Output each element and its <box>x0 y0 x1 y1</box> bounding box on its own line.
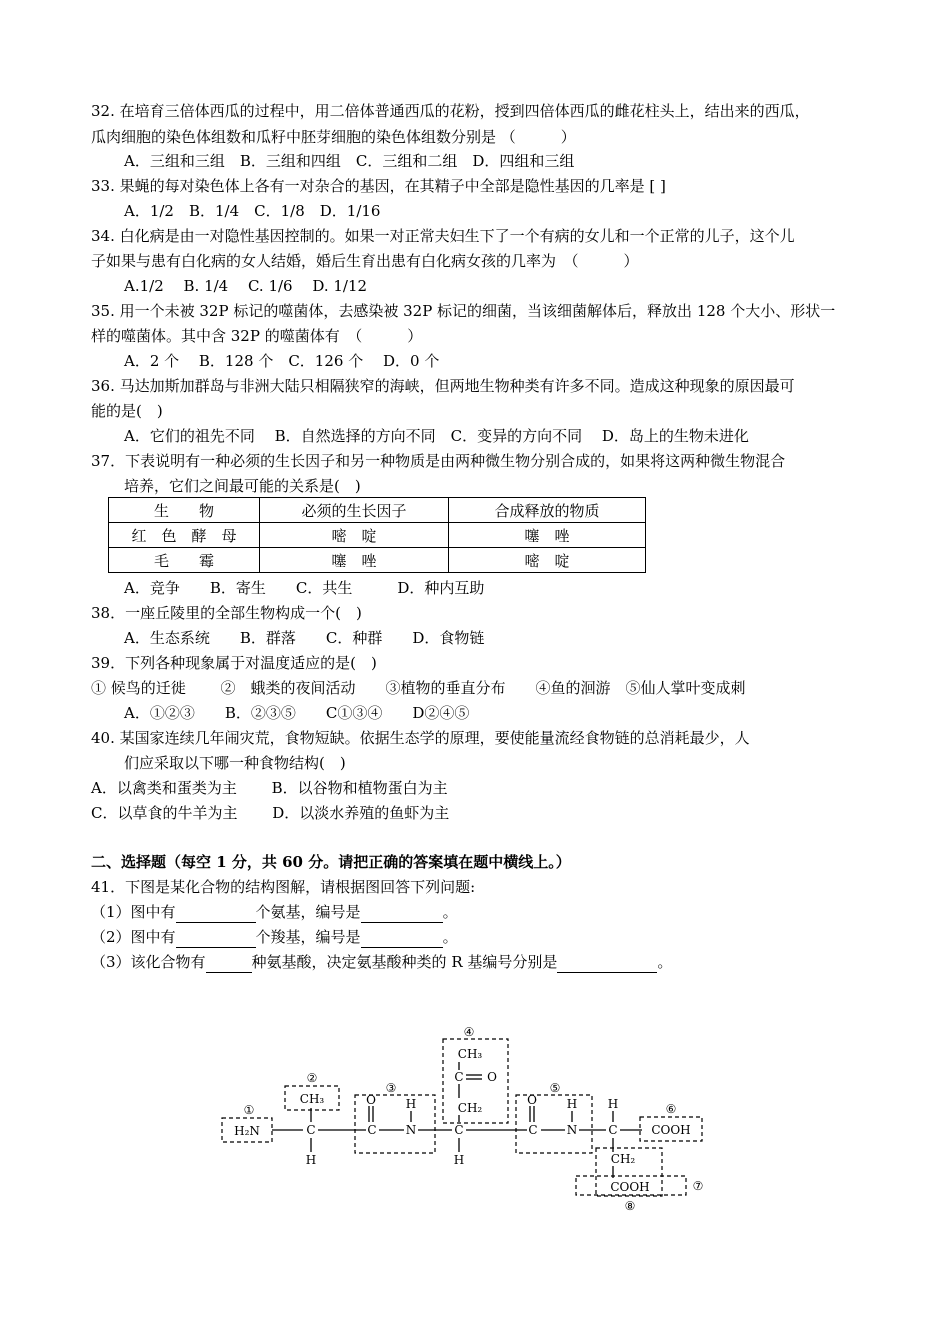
table-cell: 红 色 酵 母 <box>109 523 260 548</box>
carbon-text: C <box>454 1123 464 1137</box>
carbon-text: C <box>528 1123 538 1137</box>
q40-line2: 们应采取以下哪一种食物结构( ) <box>124 754 346 772</box>
nitrogen-text: N <box>405 1123 417 1137</box>
label-5: ⑤ <box>549 1081 561 1095</box>
carbon-text: C <box>608 1123 618 1137</box>
table-cell: 嘧 啶 <box>449 548 646 573</box>
oxygen-text: O <box>527 1093 537 1107</box>
q36-line2: 能的是( ) <box>91 402 163 420</box>
carboxyl-text: COOH <box>651 1123 691 1137</box>
q41-part2-text: 个羧基，编号是 <box>255 928 361 946</box>
q41-part1-text: （1）图中有 <box>91 903 176 921</box>
hydrogen-text: H <box>405 1097 417 1111</box>
q41-part3-text: 。 <box>657 953 673 971</box>
q41-part1-text: 。 <box>442 903 458 921</box>
section2-title: 二、选择题（每空 1 分，共 60 分。请把正确的答案填在题中横线上。） <box>91 853 571 871</box>
table-header-cell: 生 物 <box>109 498 260 523</box>
q41-part1-text: 个氨基，编号是 <box>255 903 361 921</box>
table-header-cell: 合成释放的物质 <box>449 498 646 523</box>
q38-line1: 38．一座丘陵里的全部生物构成一个( ) <box>91 604 362 622</box>
table-cell: 嘧 啶 <box>260 523 449 548</box>
q39-line1: 39．下列各种现象属于对温度适应的是( ) <box>91 654 377 672</box>
label-3: ③ <box>385 1081 397 1095</box>
methylene-text: CH₂ <box>457 1101 483 1115</box>
hydrogen-text: H <box>453 1153 465 1167</box>
table-header-cell: 必须的生长因子 <box>260 498 449 523</box>
label-4: ④ <box>463 1025 475 1039</box>
table-cell: 噻 唑 <box>260 548 449 573</box>
oxygen-text: O <box>487 1070 497 1084</box>
q41-part3-text: （3）该化合物有 <box>91 953 206 971</box>
label-7: ⑦ <box>692 1179 704 1193</box>
q40-line1: 40. 某国家连续几年闹灾荒，食物短缺。依据生态学的原理，要使能量流经食物链的总消耗最少，人 <box>91 729 750 747</box>
q35-line2: 样的噬菌体。其中含 32P 的噬菌体有 （ ） <box>91 327 423 345</box>
table-cell: 噻 唑 <box>449 523 646 548</box>
carbon-text: C <box>454 1070 464 1084</box>
methyl-text: CH₃ <box>299 1092 325 1106</box>
q36-options: A．它们的祖先不同 B．自然选择的方向不同 C．变异的方向不同 D．岛上的生物未进化 <box>124 427 749 445</box>
carbon-text: C <box>306 1123 316 1137</box>
nitrogen-text: N <box>566 1123 578 1137</box>
q39-line2: ① 候鸟的迁徙 ② 蛾类的夜间活动 ③植物的垂直分布 ④鱼的洄游 ⑤仙人掌叶变成刺 <box>91 679 746 697</box>
q34-line2: 子如果与患有白化病的女人结婚，婚后生育出患有白化病女孩的几率为 （ ） <box>91 252 639 270</box>
hydrogen-text: H <box>305 1153 317 1167</box>
q33-line1: 33. 果蝇的每对染色体上各有一对杂合的基因，在其精子中全部是隐性基因的几率是 [ ] <box>91 177 666 195</box>
q41-part2-text: 。 <box>442 928 458 946</box>
label-6: ⑥ <box>665 1102 677 1116</box>
q36-line1: 36. 马达加斯加群岛与非洲大陆只相隔狭窄的海峡，但两地生物种类有许多不同。造成这种现象的原因最可 <box>91 377 795 395</box>
label-2: ② <box>306 1071 318 1085</box>
hydrogen-text: H <box>607 1097 619 1111</box>
carboxyl-text: COOH <box>610 1180 650 1194</box>
label-8: ⑧ <box>624 1199 636 1213</box>
methyl-text: CH₃ <box>457 1047 483 1061</box>
q32-line2: 瓜肉细胞的染色体组数和瓜籽中胚芽细胞的染色体组数分别是 （ ） <box>91 128 576 146</box>
q34-line1: 34. 白化病是由一对隐性基因控制的。如果一对正常夫妇生下了一个有病的女儿和一个正常的儿子，这个儿 <box>91 227 795 245</box>
hydrogen-text: H <box>566 1097 578 1111</box>
label-1: ① <box>243 1103 255 1117</box>
q38-options: A．生态系统 B．群落 C．种群 D．食物链 <box>124 629 485 647</box>
oxygen-text: O <box>366 1093 376 1107</box>
q41-part3-text: 种氨基酸，决定氨基酸种类的 R 基编号分别是 <box>251 953 558 971</box>
q39-options: A．①②③ B．②③⑤ C①③④ D②④⑤ <box>124 704 470 722</box>
q35-options: A．2 个 B．128 个 C．126 个 D．0 个 <box>124 352 440 370</box>
q34-options: A.1/2 B. 1/4 C. 1/6 D. 1/12 <box>124 277 368 295</box>
q41-part2-text: （2）图中有 <box>91 928 176 946</box>
methylene-text: CH₂ <box>610 1152 636 1166</box>
q37-options: A．竞争 B．寄生 C．共生 D．种内互助 <box>124 579 485 597</box>
q33-options: A．1/2 B．1/4 C．1/8 D．1/16 <box>124 202 381 220</box>
table-cell: 毛 霉 <box>109 548 260 573</box>
q32-line1: 32. 在培育三倍体西瓜的过程中，用二倍体普通西瓜的花粉，授到四倍体西瓜的雌花柱头上，结出来的西瓜， <box>91 102 810 120</box>
q41-stem: 41．下图是某化合物的结构图解，请根据图回答下列问题: <box>91 878 476 896</box>
q37-line1: 37．下表说明有一种必须的生长因子和另一种物质是由两种微生物分别合成的，如果将这两种微生物混合 <box>91 452 786 470</box>
q37-line2: 培养，它们之间最可能的关系是( ) <box>124 477 361 495</box>
q40-options-cd: C．以草食的牛羊为主 D．以淡水养殖的鱼虾为主 <box>91 804 450 822</box>
q35-line1: 35. 用一个未被 32P 标记的噬菌体，去感染被 32P 标记的细菌，当该细菌解体后，释放出 128 个大小、形状一 <box>91 302 836 320</box>
q32-options: A．三组和三组 B．三组和四组 C．三组和二组 D．四组和三组 <box>124 152 575 170</box>
carbon-text: C <box>367 1123 377 1137</box>
amino-group-text: H₂N <box>234 1124 260 1138</box>
q40-options-ab: A．以禽类和蛋类为主 B．以谷物和植物蛋白为主 <box>91 779 448 797</box>
